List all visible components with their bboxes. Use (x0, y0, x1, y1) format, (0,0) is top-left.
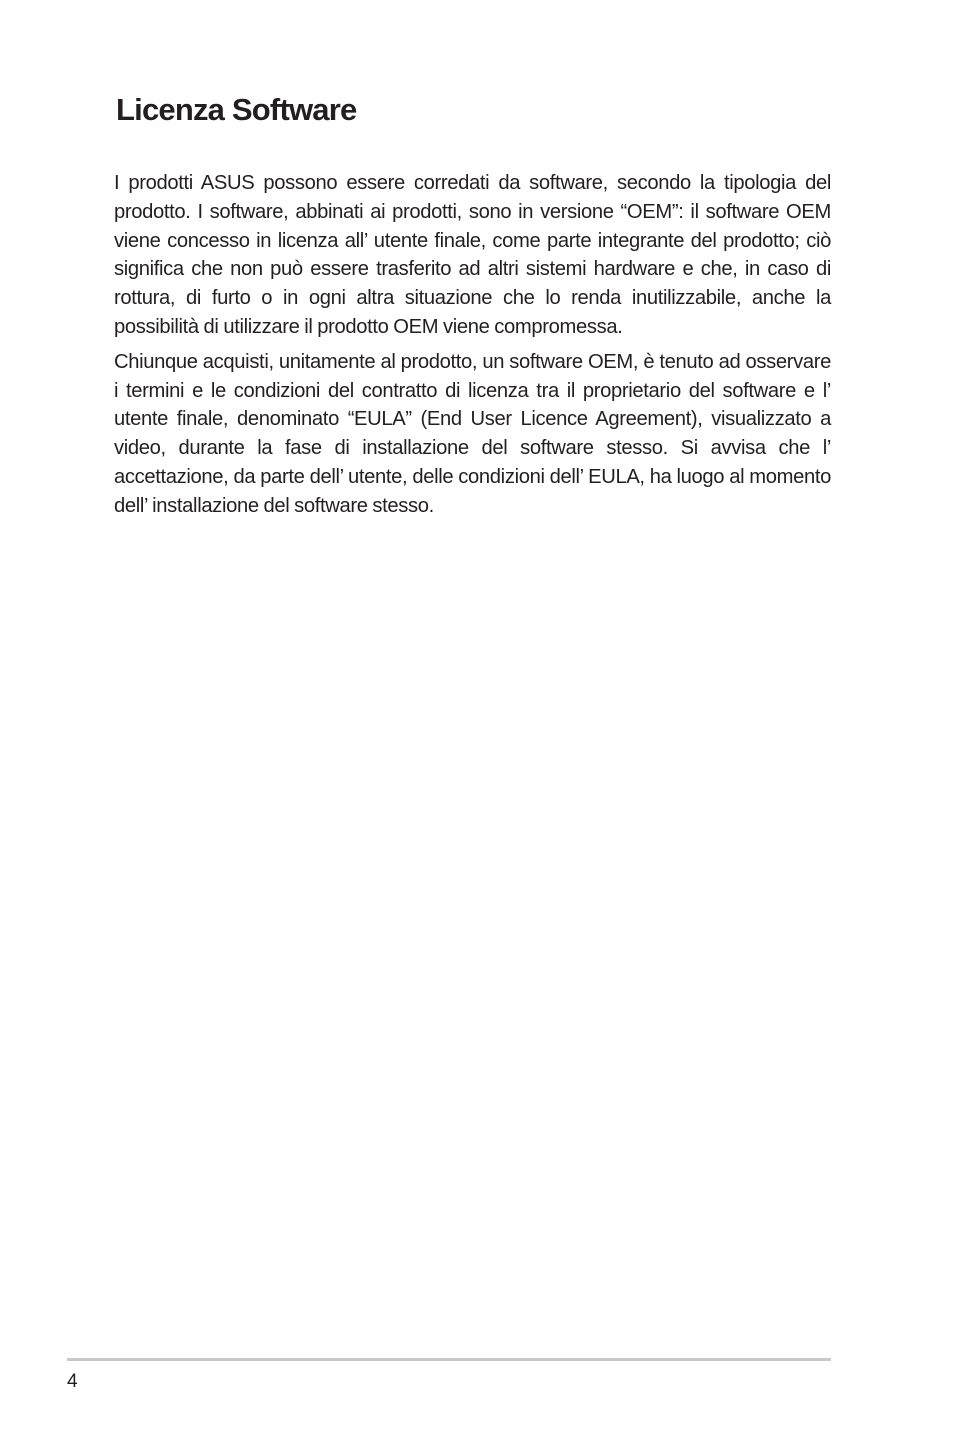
paragraph-eula: Chiunque acquisti, unitamente al prodotto, un software OEM, è tenuto ad osservare i termini e le condizioni del contratto di licenza tra il proprietario del software e l’ utente finale, denominato “EULA” (End User Licence Agreement), visualizzato a video, durante la fase di installazione del software stesso. Si avvisa che l’ accettazione, da parte dell’ utente, delle condizioni dell’ EULA, ha luogo al momento dell’ installazione del software stesso. (114, 350, 831, 517)
page-title: Licenza Software (116, 92, 357, 127)
body-text (114, 169, 831, 527)
paragraph-oem-software: I prodotti ASUS possono essere corredati da software, secondo la tipologia del prodotto. I software, abbinati ai prodotti, sono in versione “OEM”: il software OEM viene concesso in licenza all’ utente finale, come parte integrante del prodotto; ciò significa che non può essere trasferito ad altri sistemi hardware e che, in caso di rottura, di furto o in ogni altra situazione che lo renda inutilizzabile, anche la possibilità di utilizzare il prodotto OEM viene compromessa. (114, 172, 831, 338)
footer-divider (67, 1358, 831, 1361)
page-number: 4 (67, 1371, 78, 1392)
